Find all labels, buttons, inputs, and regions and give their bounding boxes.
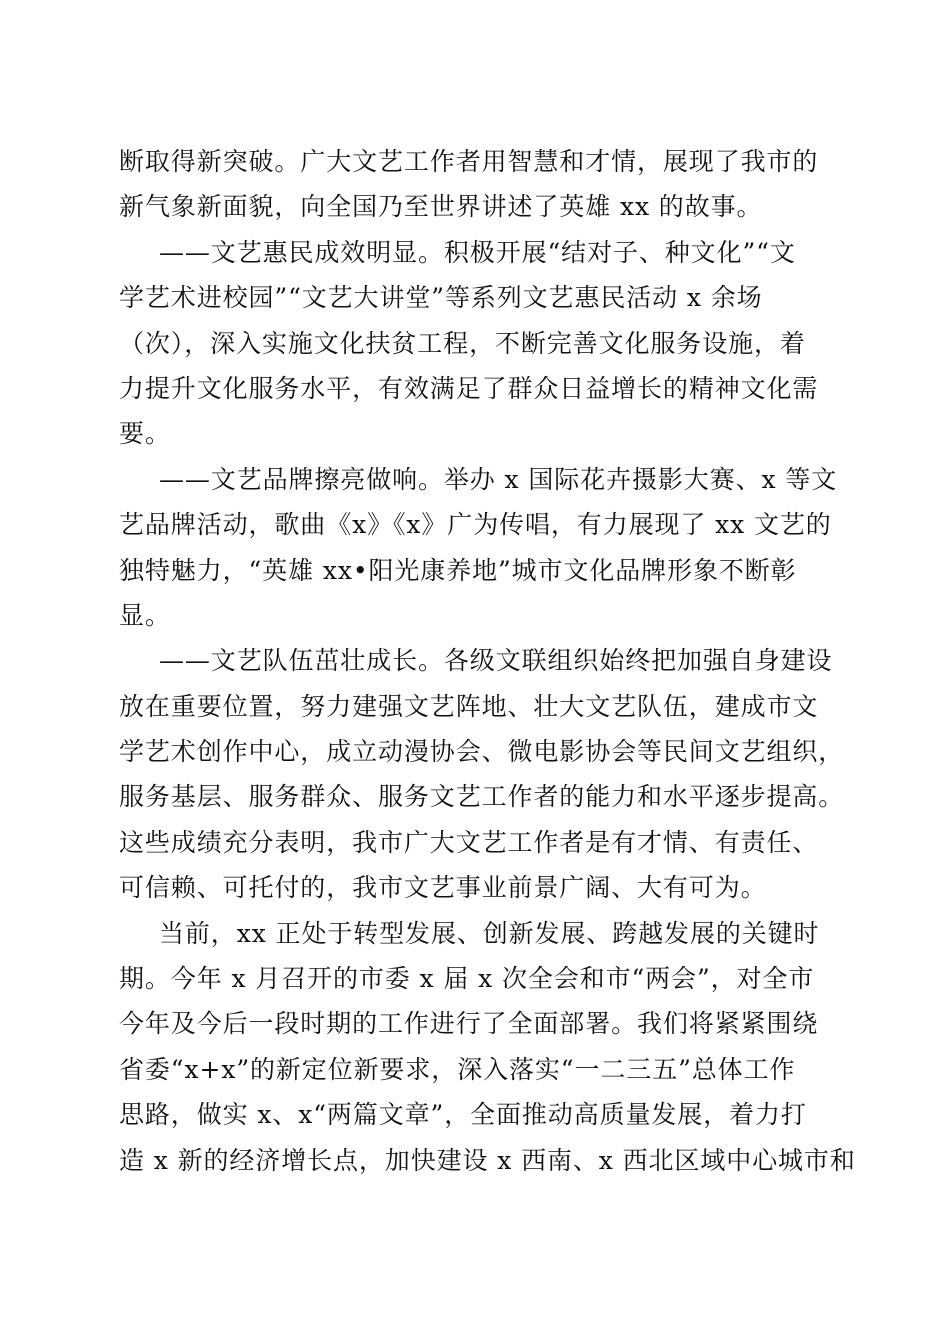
text-line: ——文艺惠民成效明显。积极开展“结对子、种文化”“文 <box>159 237 796 267</box>
text-line: 可信赖、可托付的，我市文艺事业前景广阔、大有可为。 <box>119 873 767 903</box>
text-line: 显。 <box>119 600 171 630</box>
text-line: 放在重要位置，努力建强文艺阵地、壮大文艺队伍，建成市文 <box>119 691 819 721</box>
text-line: 力提升文化服务水平，有效满足了群众日益增长的精神文化需 <box>119 373 819 403</box>
text-line: 思路，做实 x、x“两篇文章”，全面推动高质量发展，着力打 <box>119 1100 807 1130</box>
paragraph-culture-brand <box>119 457 839 639</box>
text-line: 要。 <box>119 419 171 449</box>
text-line: 独特魅力，“英雄 xx•阳光康养地”城市文化品牌形象不断彰 <box>119 555 797 585</box>
text-line: 这些成绩充分表明，我市广大文艺工作者是有才情、有责任、 <box>119 827 819 857</box>
paragraph-continuation <box>119 139 839 230</box>
paragraph-culture-benefits <box>119 230 839 457</box>
text-line: 学艺术创作中心，成立动漫协会、微电影协会等民间文艺组织， <box>119 737 845 767</box>
text-line: 造 x 新的经济增长点，加快建设 x 西南、x 西北区域中心城市和 <box>119 1145 856 1175</box>
body-text <box>119 139 856 1183</box>
text-line: 当前，xx 正处于转型发展、创新发展、跨越发展的关键时 <box>159 918 820 948</box>
text-line: 学艺术进校园”“文艺大讲堂”等系列文艺惠民活动 x 余场 <box>119 283 763 313</box>
text-line: 服务基层、服务群众、服务文艺工作者的能力和水平逐步提高。 <box>119 782 845 812</box>
paragraph-current-situation <box>119 911 856 1183</box>
paragraph-culture-team <box>119 638 845 910</box>
text-line: 期。今年 x 月召开的市委 x 届 x 次全会和市“两会”，对全市 <box>119 964 815 994</box>
text-line: 断取得新突破。广大文艺工作者用智慧和才情，展现了我市的 <box>119 147 819 176</box>
text-line: 省委“x+x”的新定位新要求，深入落实“一二三五”总体工作 <box>119 1054 796 1084</box>
text-line: 新气象新面貌，向全国乃至世界讲述了英雄 xx 的故事。 <box>119 192 763 222</box>
text-line: ——文艺品牌擦亮做响。举办 x 国际花卉摄影大赛、x 等文 <box>159 464 838 494</box>
text-line: 艺品牌活动，歌曲《x》《x》广为传唱，有力展现了 xx 文艺的 <box>119 510 832 540</box>
text-line: （次），深入实施文化扶贫工程，不断完善文化服务设施，着 <box>119 328 806 358</box>
text-line: 今年及今后一段时期的工作进行了全面部署。我们将紧紧围绕 <box>119 1009 819 1039</box>
text-line: ——文艺队伍茁壮成长。各级文联组织始终把加强自身建设 <box>159 646 833 676</box>
